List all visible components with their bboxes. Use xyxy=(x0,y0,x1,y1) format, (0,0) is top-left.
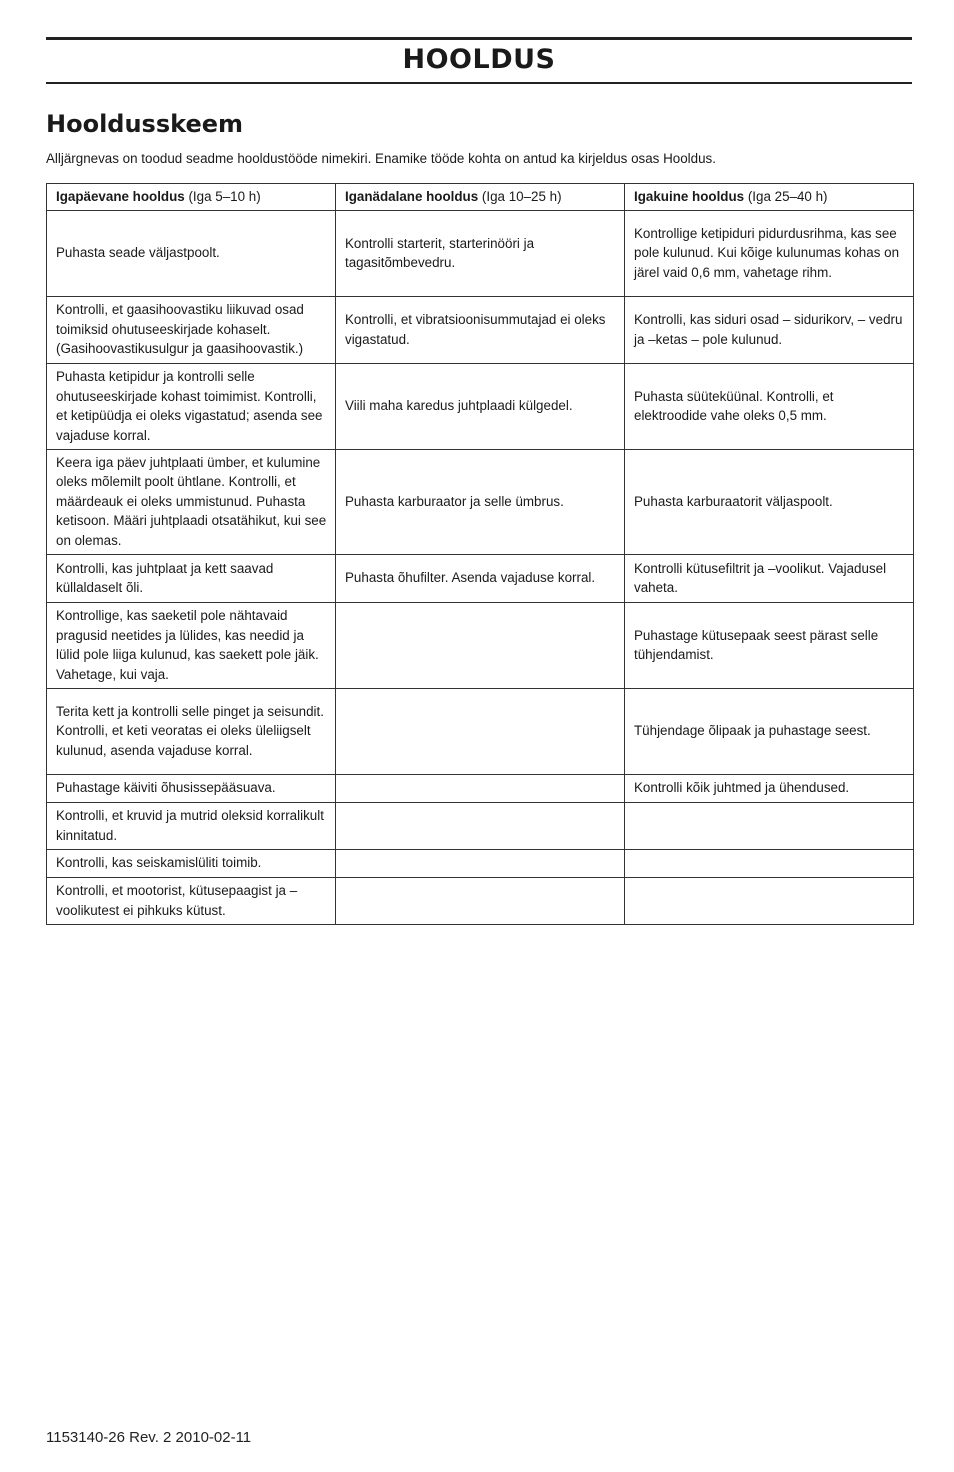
cell-weekly: Kontrolli starterit, starterinööri ja tagasitõmbevedru. xyxy=(336,210,625,296)
cell-monthly: Puhasta süüteküünal. Kontrolli, et elektroodide vahe oleks 0,5 mm. xyxy=(625,363,914,449)
cell-monthly xyxy=(625,877,914,924)
cell-weekly xyxy=(336,602,625,688)
page-heading: Hooldusskeem xyxy=(46,110,244,138)
header-weekly-title: Iganädalane hooldus xyxy=(345,189,479,204)
cell-daily: Kontrolli, et mootorist, kütusepaagist ja –voolikutest ei pihkuks kütust. xyxy=(47,877,336,924)
header-daily-interval: (Iga 5–10 h) xyxy=(184,189,261,204)
cell-daily: Keera iga päev juhtplaati ümber, et kulumine oleks mõlemilt poolt ühtlane. Kontrolli, et määrdeauk ei oleks ummistunud. Puhasta ketisoon. Määri juhtplaadi otsatähikut, kui see on olemas. xyxy=(47,449,336,554)
cell-daily: Kontrollige, kas saeketil pole nähtavaid pragusid neetides ja lülides, kas needid ja lülid pole liiga kulunud, kas saekett pole jäik. Vahetage, kui vaja. xyxy=(47,602,336,688)
cell-daily: Kontrolli, et kruvid ja mutrid oleksid korralikult kinnitatud. xyxy=(47,802,336,849)
cell-daily: Puhastage käiviti õhusissepääsuava. xyxy=(47,774,336,802)
cell-monthly: Kontrollige ketipiduri pidurdusrihma, kas see pole kulunud. Kui kõige kulunumas kohas on järel vaid 0,6 mm, vahetage rihm. xyxy=(625,210,914,296)
header-monthly-title: Igakuine hooldus xyxy=(634,189,745,204)
header-daily-title: Igapäevane hooldus xyxy=(56,189,185,204)
table-row xyxy=(47,554,914,602)
header-monthly xyxy=(625,184,914,211)
table-row xyxy=(47,363,914,449)
cell-monthly xyxy=(625,849,914,877)
cell-monthly: Tühjendage õlipaak ja puhastage seest. xyxy=(625,688,914,774)
title-underline xyxy=(46,82,912,84)
cell-daily: Kontrolli, kas seiskamislüliti toimib. xyxy=(47,849,336,877)
cell-weekly xyxy=(336,849,625,877)
cell-monthly: Kontrolli, kas siduri osad – sidurikorv, – vedru ja –ketas – pole kulunud. xyxy=(625,296,914,363)
cell-monthly: Kontrolli kõik juhtmed ja ühendused. xyxy=(625,774,914,802)
cell-weekly xyxy=(336,688,625,774)
header-weekly-interval: (Iga 10–25 h) xyxy=(478,189,562,204)
cell-daily: Puhasta seade väljastpoolt. xyxy=(47,210,336,296)
cell-monthly: Kontrolli kütusefiltrit ja –voolikut. Vajadusel vaheta. xyxy=(625,554,914,602)
table-row xyxy=(47,802,914,849)
document-footer: 1153140-26 Rev. 2 2010-02-11 xyxy=(46,1429,252,1446)
header-weekly xyxy=(336,184,625,211)
cell-daily: Kontrolli, kas juhtplaat ja kett saavad küllaldaselt õli. xyxy=(47,554,336,602)
table-row xyxy=(47,688,914,774)
table-row xyxy=(47,210,914,296)
intro-paragraph: Alljärgnevas on toodud seadme hooldustööde nimekiri. Enamike tööde kohta on antud ka kirjeldus osas Hooldus. xyxy=(46,151,716,166)
cell-daily: Kontrolli, et gaasihoovastiku liikuvad osad toimiksid ohutuseeskirjade kohaselt. (Gasihoovastikusulgur ja gaasihoovastik.) xyxy=(47,296,336,363)
cell-monthly: Puhasta karburaatorit väljaspoolt. xyxy=(625,449,914,554)
cell-weekly: Viili maha karedus juhtplaadi külgedel. xyxy=(336,363,625,449)
cell-weekly xyxy=(336,774,625,802)
cell-daily: Terita kett ja kontrolli selle pinget ja seisundit. Kontrolli, et keti veoratas ei oleks üleliigselt kulunud, asenda vajaduse korral. xyxy=(47,688,336,774)
maintenance-schedule-table xyxy=(46,183,914,925)
cell-monthly: Puhastage kütusepaak seest pärast selle tühjendamist. xyxy=(625,602,914,688)
cell-daily: Puhasta ketipidur ja kontrolli selle ohutuseeskirjade kohast toimimist. Kontrolli, et ketipüüdja ei oleks vigastatud; asenda see vajaduse korral. xyxy=(47,363,336,449)
cell-weekly: Puhasta karburaator ja selle ümbrus. xyxy=(336,449,625,554)
cell-weekly xyxy=(336,802,625,849)
table-row xyxy=(47,774,914,802)
header-monthly-interval: (Iga 25–40 h) xyxy=(744,189,828,204)
table-row xyxy=(47,449,914,554)
table-header-row xyxy=(47,184,914,211)
cell-monthly xyxy=(625,802,914,849)
table-row xyxy=(47,849,914,877)
cell-weekly: Puhasta õhufilter. Asenda vajaduse korral. xyxy=(336,554,625,602)
header-daily xyxy=(47,184,336,211)
table-row xyxy=(47,602,914,688)
table-row xyxy=(47,296,914,363)
cell-weekly: Kontrolli, et vibratsioonisummutajad ei oleks vigastatud. xyxy=(336,296,625,363)
cell-weekly xyxy=(336,877,625,924)
table-row xyxy=(47,877,914,924)
section-title: HOOLDUS xyxy=(402,44,556,75)
